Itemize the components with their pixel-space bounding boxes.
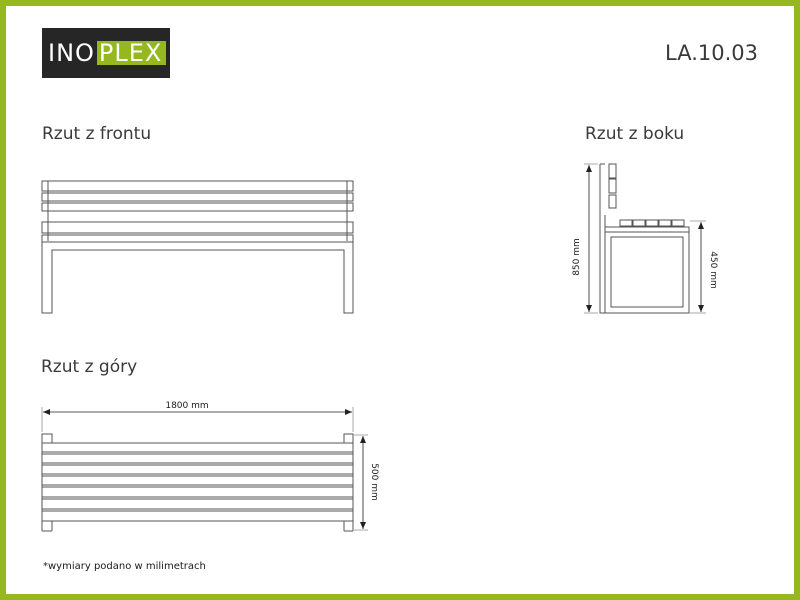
front-view: [42, 181, 353, 313]
height-dimension: [572, 164, 598, 313]
logo-text-ino: INO: [48, 39, 95, 67]
front-view-label: Rzut z frontu: [42, 124, 152, 144]
length-dimension: [42, 401, 353, 432]
footnote: *wymiary podano w milimetrach: [43, 561, 206, 572]
product-code: LA.10.03: [665, 41, 758, 65]
seat-height-dimension: [690, 221, 718, 313]
height-label: 850 mm: [572, 238, 582, 276]
side-view-label: Rzut z boku: [585, 124, 685, 144]
length-label: 1800 mm: [165, 401, 209, 411]
top-view: [42, 434, 353, 531]
depth-label: 500 mm: [369, 463, 379, 501]
depth-dimension: [354, 435, 379, 530]
top-view-label: Rzut z góry: [41, 357, 138, 377]
logo-text-plex: PLEX: [97, 41, 166, 65]
seat-height-label: 450 mm: [708, 251, 718, 289]
side-view: [600, 164, 689, 313]
